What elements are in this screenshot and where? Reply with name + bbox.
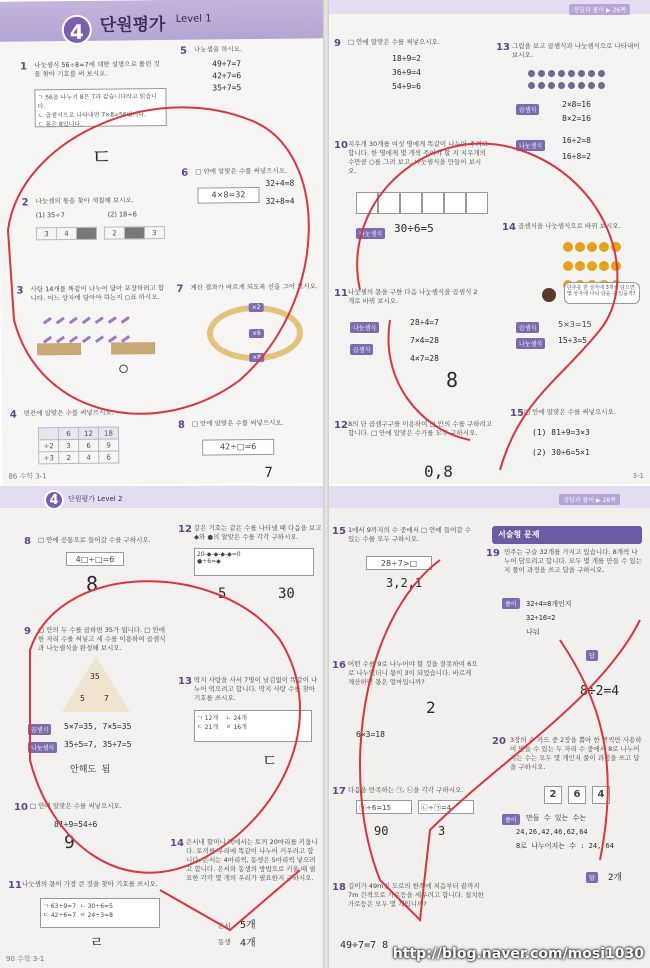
answer-ref-tag: 정답과 풀이 ▶ 26쪽 [569, 4, 630, 15]
triangle-value: 7 [104, 694, 109, 703]
equation: 35÷7=5 [212, 83, 242, 93]
label-tag: 답 [586, 872, 598, 883]
label-tag: 나눗셈식 [350, 322, 379, 333]
page-footer: 3-1 [632, 472, 644, 480]
box-image [111, 342, 155, 354]
question-number: 20 [492, 736, 506, 747]
question-text: 8의 단 곱셈구구를 이용하여 □ 안의 수를 구하려고 합니다. □ 안에 알맞은 수가를 모두 구하시오. [348, 420, 493, 437]
shaded-cell[interactable] [124, 227, 144, 239]
choice: ㄷ 몫은 8입니다. [37, 120, 83, 129]
handwritten-answer: 5개 [240, 920, 256, 931]
equation: 49÷7=7 [212, 59, 242, 69]
choice: (1) 35÷7 [35, 211, 65, 220]
equation: 2×8=16 [562, 100, 591, 109]
question-number: 2 [21, 197, 29, 209]
choice-box [34, 88, 166, 127]
equation: 81÷9=54÷6 [54, 820, 98, 829]
question-number: 7 [176, 283, 184, 295]
equation: 32÷4=8 [265, 178, 295, 188]
handwritten-answer: 49÷7=7 8 [340, 940, 389, 951]
question-number: 10 [14, 802, 28, 813]
question-text: 은서네 할머니 댁에서는 토끼 20마리를 키웁니다. 토끼를 우리에 똑같이 나누어 키우려고 합니다. 은서는 4마리씩, 동생은 5마리씩 넣으려고 합니다. 은서와 동생의 방법으로 키울 때 필요한 각각 몇 개의 우리가 필요한지 구하시오. [186, 838, 318, 882]
operation-tag: ×6 [249, 329, 264, 338]
equation: 4×7=28 [410, 354, 439, 363]
equation: 8×2=16 [562, 114, 591, 123]
cell[interactable]: 2 [59, 451, 79, 463]
question-number: 15 [510, 408, 524, 419]
equation-box: 28÷7>□ [366, 556, 432, 570]
question-text: 나눗셈식 56÷8=7에 대한 설명으로 틀린 것을 찾아 기호를 써 보시오. [34, 60, 160, 79]
question-text: □ 안에 알맞은 수를 써넣으시오. [30, 802, 122, 810]
equation: (1) 81÷9=3×3 [532, 428, 590, 437]
handwritten-answer: 8÷2=4 [580, 684, 620, 699]
handwritten-answer: 2 [426, 698, 436, 717]
cell[interactable]: 6 [99, 451, 119, 463]
choice: ㄱ 56을 나누기 8은 7과 같습니다라고 읽습니다. [37, 93, 157, 111]
cell[interactable]: 2 [104, 227, 124, 239]
equation: 28÷4=7 [410, 318, 439, 327]
handwritten-answer: ㄷ [90, 145, 113, 171]
question-text: □ 안에 알맞은 수를 써넣으시오. [524, 408, 616, 416]
handwritten-answer: 3 [438, 824, 446, 838]
handwritten-work: 6×3=18 [356, 730, 385, 739]
question-number: 9 [24, 626, 31, 637]
cell: 12 [78, 427, 98, 439]
equation-box: 42÷□=6 [202, 439, 274, 456]
child-avatar [542, 288, 556, 302]
triangle-value: 5 [80, 694, 85, 703]
equation: 32÷8=4 [265, 196, 295, 206]
handwritten-answer: 30÷6=5 [394, 222, 434, 235]
label-tag: 곱셈식 [28, 724, 51, 735]
number-card: 4 [592, 786, 610, 804]
cell[interactable]: 4 [56, 227, 76, 239]
question-number: 11 [8, 880, 22, 891]
question-number: 4 [9, 409, 17, 421]
handwritten-answer: 3,2,1 [386, 576, 423, 590]
triangle-value: 35 [90, 672, 100, 681]
choice: ㄴ 30÷6=5 [79, 903, 113, 910]
equation-box: 4×8=32 [197, 187, 259, 204]
question-number: 12 [334, 420, 348, 431]
handwritten-work: 32÷16=2 [526, 614, 556, 622]
equation: 15÷3=5 [558, 336, 587, 345]
handwritten-answer: ○ [119, 360, 128, 377]
handwritten-scribble: 8 [446, 368, 459, 392]
number-cards [544, 786, 610, 804]
equation-box: ㉡÷㉠=4 [418, 800, 474, 814]
question-text: 3장의 수 카드 중 2장을 뽑아 한 번씩만 사용하여 만들 수 있는 두 자리 수 중에서 8로 나누어지는 수는 모두 몇 개인지 풀이 과정을 쓰고 답을 구하시오. [510, 736, 642, 771]
dot-pattern [528, 82, 605, 89]
number-card: 6 [568, 786, 586, 804]
label-tag: 나눗셈식 [356, 228, 385, 239]
equation: 5×3=15 [558, 320, 592, 329]
operation-tag: ×2 [249, 303, 264, 312]
question-number: 9 [334, 38, 341, 49]
question-text: 곱셈식을 나눗셈식으로 바꿔 보시오. [518, 222, 621, 230]
section-title: 서술형 문제 [498, 530, 540, 539]
question-text: □ 안에 알맞은 수를 써넣으시오. [195, 166, 288, 176]
choice: ㄹ 24÷3=8 [79, 912, 113, 919]
equation: 18÷9=2 [392, 54, 421, 63]
question-text: 길이가 49m인 도로의 한쪽에 처음부터 끝까지 7m 간격으로 가로등을 세우려고 합니다. 설치한 가로등은 모두 몇 개입니까? [348, 882, 484, 908]
label-tag: 답 [586, 650, 598, 661]
question-number: 18 [332, 882, 346, 893]
cell: ÷2 [39, 440, 59, 452]
equation: 36÷9=4 [392, 68, 421, 77]
equation: 16÷2=8 [562, 136, 591, 145]
eraser-grid [356, 192, 488, 214]
question-text: □ 안의 두 수를 곱하면 35가 됩니다. □ 안에 한 자리 수를 써넣고 세 수를 이용하여 곱셈식과 나눗셈식을 완성해 보시오. [38, 626, 166, 652]
label-tag: 곱셈식 [516, 322, 539, 333]
equation: 16÷8=2 [562, 152, 591, 161]
handwritten-note: 안해도 됨 [70, 765, 111, 775]
cell: 18 [98, 427, 118, 439]
handwritten-answer: 5 [218, 586, 227, 602]
question-text: 나눗셈의 몫이 가장 큰 것을 찾아 기호를 쓰시오. [22, 880, 158, 888]
question-text: □ 안에 알맞은 수를 써넣으시오. [348, 38, 440, 46]
question-text: 나눗셈을 하시오. [193, 45, 243, 54]
unit-badge: 4 [44, 490, 64, 510]
label-tag: 풀이 [502, 598, 520, 609]
choice: ㄹ 16개 [225, 724, 247, 731]
question-number: 12 [178, 524, 192, 535]
cell[interactable]: 6 [79, 439, 99, 451]
box-image [37, 343, 81, 355]
equation-box [194, 548, 314, 576]
page-footer: 90 수학 3-1 [6, 955, 45, 963]
choice: ㄷ 42÷6=7 [43, 912, 77, 919]
operation-tag: ×8 [249, 353, 264, 362]
label-tag: 풀이 [502, 814, 520, 825]
handwritten-work: 만들 수 있는 수는 [526, 814, 586, 822]
question-text: □ 안에 공통으로 들어갈 수를 구하시오. [38, 536, 151, 544]
equation-box: ㉠÷6=15 [356, 800, 412, 814]
division-table [38, 426, 119, 464]
page-86 [0, 0, 329, 486]
number-card: 2 [544, 786, 562, 804]
page-footer: 86 수학 3-1 [8, 472, 47, 481]
equation: 7×4=28 [410, 336, 439, 345]
question-text: 민주는 구슬 32개를 가지고 있습니다. 8개씩 나누어 담으려고 합니다. 모두 몇 개를 만들 수 있는지 풀이 과정을 쓰고 답을 구하시오. [504, 548, 642, 574]
handwritten-answer: 7 [264, 464, 273, 481]
question-number: 5 [179, 45, 188, 57]
question-number: 13 [496, 42, 510, 53]
equation: 35÷5=7, 35÷7=5 [64, 740, 132, 749]
handwritten-work: 32÷4=8개인지 [526, 600, 572, 608]
answer-cells [36, 227, 97, 241]
level-tag: Level 1 [175, 13, 212, 25]
handwritten-answer: 2개 [608, 873, 623, 883]
equation: 20-◆-◆-◆-◆=0 [197, 551, 241, 558]
question-number: 10 [334, 140, 348, 151]
equation-box: 4□÷□=6 [66, 552, 124, 566]
answer-label: 동생 [218, 938, 231, 946]
question-number: 8 [24, 536, 31, 547]
choice: ㄴ 곱셈식으로 나타내면 7×8=56입니다. [37, 111, 147, 120]
page-90 [0, 486, 326, 968]
question-number: 19 [486, 548, 500, 559]
question-text: 계산 결과가 바르게 되도록 선을 그어 보시오. [190, 282, 319, 292]
choice: ㄴ 24개 [225, 715, 247, 722]
question-number: 1 [20, 61, 28, 73]
choice: ㄱ 63÷9=7 [43, 903, 77, 910]
page-title: 단원평가 Level 2 [68, 495, 123, 503]
unit-badge: 4 [62, 15, 92, 45]
handwritten-answer: ㄷ [262, 751, 278, 770]
handwritten-work: 나눠 [526, 628, 540, 636]
question-text: 딱지 사탕을 사서 7명이 남김없이 똑같이 나누어 먹으려고 합니다. 딱지 사탕 수를 찾아 기호를 쓰시오. [194, 676, 318, 702]
handwritten-answer: 9 [64, 832, 75, 853]
label-tag: 나눗셈식 [516, 140, 545, 151]
question-text: 다음을 만족하는 ㉠, ㉡을 각각 구하시오. [348, 786, 464, 794]
question-text: 그림을 보고 곱셈식과 나눗셈식으로 나타내어 보시오. [512, 42, 640, 59]
page-title: 단원평가 [99, 14, 166, 36]
question-text: 나눗셈의 몫을 구한 다음 나눗셈식을 곱셈식 2개로 바꿔 보시오. [348, 288, 478, 305]
question-number: 11 [334, 288, 348, 299]
question-number: 16 [332, 660, 346, 671]
page-gutter [323, 0, 329, 968]
blog-watermark: http://blog.naver.com/mosi1030 [392, 946, 644, 962]
choice-box [194, 710, 312, 742]
handwritten-answer: 30 [278, 586, 295, 602]
question-text: 어떤 수를 9로 나누어야 할 것을 잘못하여 6으로 나누었더니 몫이 3이 되었습니다. 바르게 계산하면 몫은 얼마입니까? [348, 660, 478, 686]
equation: 54÷9=6 [392, 82, 421, 91]
choice: ㄱ 12개 [197, 715, 219, 722]
question-number: 15 [332, 526, 346, 537]
cell[interactable]: 3 [36, 228, 56, 240]
equation: 5×7=35, 7×5=35 [64, 722, 132, 731]
question-text: 빈칸에 알맞은 수를 써넣으시오. [23, 408, 114, 418]
handwritten-answer: ㄹ [90, 935, 104, 951]
label-tag: 나눗셈식 [516, 338, 545, 349]
answer-cells [104, 226, 165, 240]
question-text: □ 안에 알맞은 수를 써넣으시오. [191, 418, 284, 428]
handwritten-answer: 0,8 [424, 462, 453, 481]
question-number: 6 [181, 167, 189, 179]
choice: ㄷ 21개 [197, 724, 219, 731]
cell[interactable]: 3 [59, 439, 79, 451]
cell[interactable]: 9 [99, 439, 119, 451]
dot-pattern [528, 70, 605, 77]
question-number: 13 [178, 676, 192, 687]
cell: ÷3 [39, 452, 59, 464]
question-number: 8 [177, 419, 185, 431]
cell[interactable]: 4 [79, 451, 99, 463]
question-text: 1에서 9까지의 수 중에서 □ 안에 들어갈 수 있는 수를 모두 구하시오. [348, 526, 472, 543]
question-text: 나눗셈의 몫을 찾아 색칠해 보시오. [35, 196, 134, 206]
question-number: 3 [16, 285, 24, 297]
answer-ref-tag: 정답과 풀이 ▶ 28쪽 [559, 494, 620, 505]
answer-label: 은서 [218, 922, 231, 930]
page-87 [326, 0, 650, 484]
cell: 6 [58, 427, 78, 439]
handwritten-answer: 90 [374, 824, 389, 838]
handwritten-answer: 8 [86, 572, 99, 596]
choice: (2) 18÷6 [107, 210, 137, 219]
question-text: 지우개 30개를 여섯 명에게 똑같이 나누어 주려고 합니다. 한 명에게 몇 개씩 주어야 할 지 지우개의 수만큼 ○를 그려 보고, 나눗셈식을 만들어 보시오. [348, 140, 488, 175]
handwritten-work: 8로 나누어지는 수 : 24, 64 [516, 842, 614, 850]
question-text: 같은 기호는 같은 수를 나타낼 때 다음을 보고 ◆와 ●의 알맞은 수를 각각 구하시오. [194, 524, 322, 541]
question-number: 17 [332, 786, 346, 797]
choice-box [40, 898, 160, 928]
label-tag: 곱셈식 [516, 104, 539, 115]
handwritten-work: 24,26,42,46,62,64 [516, 828, 588, 836]
equation: 42÷7=6 [212, 71, 242, 81]
label-tag: 나눗셈식 [28, 742, 57, 753]
handwritten-answer: 4개 [240, 938, 256, 949]
cell [38, 428, 58, 440]
equation: (2) 30÷6=5×1 [532, 448, 590, 457]
cell[interactable]: 3 [144, 226, 164, 238]
question-number: 14 [170, 838, 184, 849]
triangle-diagram [62, 656, 130, 712]
equation: ●÷6=◆ [197, 558, 221, 565]
question-number: 14 [502, 222, 516, 233]
page-91 [326, 486, 650, 968]
speech-bubble: 단추를 한 상자에 3개씩 담으면 몇 상자에 나눠 담을 수 있을까? [564, 282, 640, 304]
label-tag: 곱셈식 [350, 344, 373, 355]
question-text: 사탕 14개를 똑같이 나누어 담아 포장하려고 합니다. 어느 상자에 담아야 하는지 ○표 하시오. [30, 283, 165, 303]
shaded-cell[interactable] [76, 227, 96, 239]
